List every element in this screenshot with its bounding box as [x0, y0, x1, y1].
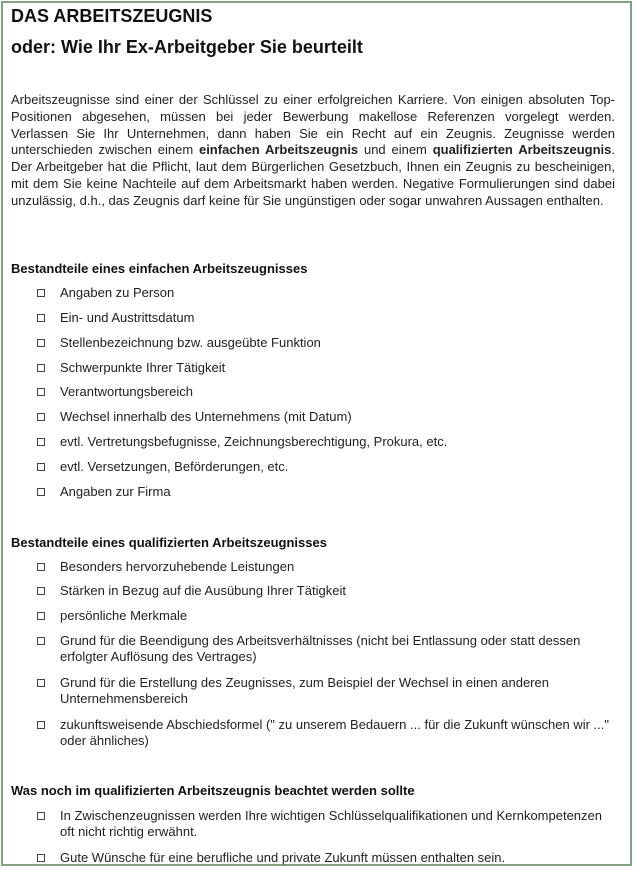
section-heading-einfach: Bestandteile eines einfachen Arbeitszeugnisses: [11, 261, 308, 276]
list-item-text: evtl. Vertretungsbefugnisse, Zeichnungsberechtigung, Prokura, etc.: [60, 434, 448, 449]
square-bullet-icon: [37, 364, 45, 372]
square-bullet-icon: [37, 488, 45, 496]
list-item: [0, 384, 636, 402]
list-item-text: In Zwischenzeugnissen werden Ihre wichtigen Schlüsselqualifikationen und Kernkompetenzen oft nicht richtig erwähnt.: [60, 808, 602, 839]
list-item: [0, 409, 636, 427]
list-item: [0, 434, 636, 452]
intro-text-2: und einem: [358, 142, 433, 158]
list-item: [0, 335, 636, 353]
intro-bold-qualifiziert: qualifizierten Arbeitszeugnis: [432, 142, 612, 158]
square-bullet-icon: [37, 679, 45, 687]
list-item: [0, 459, 636, 477]
list-item: [0, 360, 636, 378]
intro-bold-einfach: einfachen Arbeitszeugnis: [198, 142, 359, 158]
intro-text-3: . Der Arbeitgeber hat die Pflicht, laut dem Bürgerlichen Gesetzbuch, Ihnen ein Zeugnis zu bescheinigen, mit dem Sie keine Nachteile auf dem Arbeitsmarkt haben werden. Negative Formulierungen sind dabei unzulässig, d.h., das Zeugnis darf keine für Sie ungünstigen oder sogar unwahren Aussagen enthalten.: [11, 142, 615, 208]
list-item: [0, 717, 636, 751]
square-bullet-icon: [37, 289, 45, 297]
square-bullet-icon: [37, 463, 45, 471]
square-bullet-icon: [37, 413, 45, 421]
section-heading-qualifiziert: Bestandteile eines qualifizierten Arbeitszeugnisses: [11, 535, 327, 550]
square-bullet-icon: [37, 612, 45, 620]
list-item-text: Angaben zu Person: [60, 285, 175, 300]
document-title: DAS ARBEITSZEUGNIS: [11, 6, 213, 26]
list-item: [0, 310, 636, 328]
document-subtitle: oder: Wie Ihr Ex-Arbeitgeber Sie beurteilt: [11, 37, 363, 57]
list-item: [0, 633, 636, 667]
list-item-text: Stärken in Bezug auf die Ausübung Ihrer Tätigkeit: [60, 583, 346, 598]
square-bullet-icon: [37, 339, 45, 347]
square-bullet-icon: [37, 587, 45, 595]
square-bullet-icon: [37, 388, 45, 396]
square-bullet-icon: [37, 812, 45, 820]
intro-text-1: Arbeitszeugnisse sind einer der Schlüssel zu einer erfolgreichen Karriere. Von einigen absoluten Top-Positionen abgesehen, müssen bei jeder Bewerbung makellose Referenzen vorgelegt werden. Verlassen Sie Ihr Unternehmen, dann haben Sie ein Recht auf ein Zeugnis. Zeugnisse werden unterschieden zwischen einem: [11, 92, 615, 158]
section-heading-beachten: Was noch im qualifizierten Arbeitszeugnis beachtet werden sollte: [11, 783, 415, 798]
list-item: [0, 484, 636, 502]
list-item-text: Wechsel innerhalb des Unternehmens (mit Datum): [60, 409, 352, 424]
list-item-text: Schwerpunkte Ihrer Tätigkeit: [60, 360, 226, 375]
list-item: [0, 850, 636, 868]
list-item-text: zukunftsweisende Abschiedsformel (" zu unserem Bedauern ... für die Zukunft wünschen wir ..." oder ähnliches): [60, 717, 609, 748]
list-item-text: evtl. Versetzungen, Beförderungen, etc.: [60, 459, 289, 474]
list-item-text: Grund für die Erstellung des Zeugnisses, zum Beispiel der Wechsel in einen anderen Unternehmensbereich: [60, 675, 549, 706]
list-item-text: Gute Wünsche für eine berufliche und private Zukunft müssen enthalten sein.: [60, 850, 506, 865]
square-bullet-icon: [37, 314, 45, 322]
list-item-text: Stellenbezeichnung bzw. ausgeübte Funktion: [60, 335, 321, 350]
square-bullet-icon: [37, 637, 45, 645]
list-item: [0, 559, 636, 577]
list-item: [0, 608, 636, 626]
list-item-text: Verantwortungsbereich: [60, 384, 193, 399]
list-item-text: persönliche Merkmale: [60, 608, 188, 623]
square-bullet-icon: [37, 854, 45, 862]
list-item-text: Ein- und Austrittsdatum: [60, 310, 195, 325]
list-item: [0, 583, 636, 601]
intro-paragraph: [11, 92, 615, 210]
list-item: [0, 285, 636, 303]
square-bullet-icon: [37, 438, 45, 446]
list-item: [0, 675, 636, 709]
square-bullet-icon: [37, 721, 45, 729]
list-item-text: Grund für die Beendigung des Arbeitsverhältnisses (nicht bei Entlassung oder statt dessen erfolgter Auflösung des Vertrages): [60, 633, 581, 664]
list-item-text: Besonders hervorzuhebende Leistungen: [60, 559, 295, 574]
square-bullet-icon: [37, 563, 45, 571]
list-item-text: Angaben zur Firma: [60, 484, 171, 499]
list-item: [0, 808, 636, 842]
